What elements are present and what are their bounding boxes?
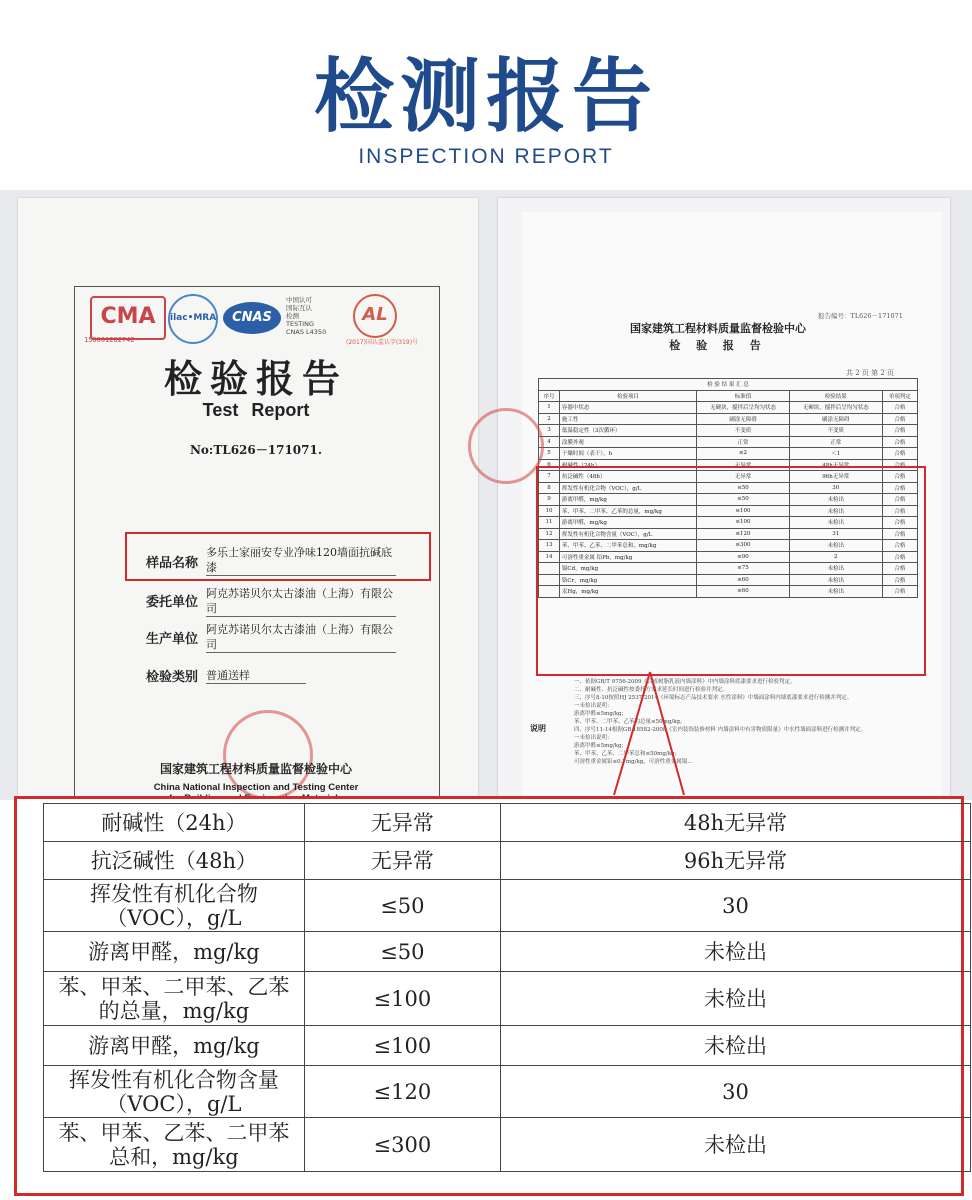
test-item-line: 挥发性有机化合物含量 xyxy=(68,1067,279,1092)
test-item-line: 游离甲醛，mg/kg xyxy=(88,1033,260,1058)
table-cell: 不变质 xyxy=(697,425,790,437)
test-item-line: （VOC），g/L xyxy=(106,1091,242,1116)
table-cell: 未检出 xyxy=(789,505,882,517)
test-item-line: 耐碱性（24h） xyxy=(101,810,247,835)
standard-value: 无异常 xyxy=(304,842,500,880)
test-item xyxy=(44,972,305,1026)
test-item-line: 的总量，mg/kg xyxy=(98,998,250,1023)
table-cell: 挥发性有机化合物含量（VOC），g/L xyxy=(559,528,696,540)
table-cell: ＜1 xyxy=(789,448,882,460)
table-cell: 抗泛碱性（48h） xyxy=(559,471,696,483)
table-header-row: 序号 检验项目 标准值 检验结果 单项判定 xyxy=(539,390,918,402)
table-caption: 检 验 结 果 汇 总 xyxy=(539,379,918,391)
field-value-producer: 阿克苏诺贝尔太古漆油（上海）有限公司 xyxy=(206,622,396,653)
table-cell: 正常 xyxy=(697,436,790,448)
standard-value: ≤300 xyxy=(304,1118,500,1172)
table-cell: 合格 xyxy=(882,574,917,586)
note-line: 三、序号8-10按照HJ 2537-2014《环境标志产品技术要求 水性涂料》中墙面涂料内墙底漆要求进行检测并判定。 xyxy=(574,695,853,701)
table-cell: 2 xyxy=(539,413,560,425)
table-cell: 合格 xyxy=(882,459,917,471)
table-cell: 合格 xyxy=(882,528,917,540)
table-cell: ≤60 xyxy=(697,574,790,586)
field-value-client: 阿克苏诺贝尔太古漆油（上海）有限公司 xyxy=(206,586,396,617)
test-item xyxy=(44,842,305,880)
table-cell: 未检出 xyxy=(789,540,882,552)
table-cell: 7 xyxy=(539,471,560,483)
cover-organization: 国家建筑工程材料质量监督检验中心 xyxy=(159,762,352,776)
table-cell: 挥发性有机化合物（VOC），g/L xyxy=(559,482,696,494)
table-cell: 合格 xyxy=(882,471,917,483)
notes-label: 说明 xyxy=(530,723,546,733)
cal-caption: (2017)国认监认字(319)号 xyxy=(346,339,419,346)
cal-logo: AL xyxy=(353,294,397,338)
table-cell: 镉Cd，mg/kg xyxy=(559,563,696,575)
table-cell: 干燥时间（表干），h xyxy=(559,448,696,460)
zoom-row xyxy=(44,842,971,880)
field-label-producer: 生产单位 xyxy=(146,632,199,647)
table-cell: ≤300 xyxy=(697,540,790,552)
table-cell: 无异常 xyxy=(697,471,790,483)
table-cell: 苯、甲苯、二甲苯、乙苯的总量，mg/kg xyxy=(559,505,696,517)
table-cell: 施工性 xyxy=(559,413,696,425)
zoom-row xyxy=(44,1026,971,1066)
results-organization: 国家建筑工程材料质量监督检验中心 xyxy=(630,322,806,335)
test-item xyxy=(44,1118,305,1172)
test-item-line: 苯、甲苯、二甲苯、乙苯 xyxy=(58,974,290,999)
zoomed-results-table xyxy=(43,803,971,1172)
test-result: 30 xyxy=(500,1066,970,1118)
table-cell: ≤60 xyxy=(697,586,790,598)
table-cell: 游离甲醛，mg/kg xyxy=(559,494,696,506)
test-item xyxy=(44,804,305,842)
note-line: 游离甲醛≤5mg/kg； xyxy=(574,743,628,749)
cover-organization-en: China National Inspection and Testing Center xyxy=(153,782,359,793)
note-line: 可溶性重金属铅≤0.7mg/kg，可溶性重金属镉… xyxy=(574,759,693,765)
note-line: 一未检出说明： xyxy=(574,703,613,709)
note-line: 四、序号11-14根据GB 18582-2008《室内装饰装修材料 内墙涂料中有害物质限量》中水性墙面涂料进行检测并判定。 xyxy=(574,727,867,733)
zoom-row xyxy=(44,972,971,1026)
table-cell: 96h无异常 xyxy=(789,471,882,483)
table-cell: 合格 xyxy=(882,413,917,425)
field-label-category: 检验类别 xyxy=(146,670,199,685)
cnas-logo: CNAS xyxy=(223,302,281,334)
table-cell: 耐碱性（24h） xyxy=(559,459,696,471)
table-cell: 合格 xyxy=(882,563,917,575)
table-cell: 合格 xyxy=(882,448,917,460)
report-number: No:TL626－171071. xyxy=(189,443,323,457)
table-cell: 涂膜外观 xyxy=(559,436,696,448)
table-cell: 无硬块，搅拌后呈均匀状态 xyxy=(789,402,882,414)
table-cell: 无异常 xyxy=(697,459,790,471)
test-result: 未检出 xyxy=(500,972,970,1026)
zoom-row xyxy=(44,1066,971,1118)
table-cell: 未检出 xyxy=(789,517,882,529)
table-cell: 1 xyxy=(539,402,560,414)
table-cell: 铬Cr，mg/kg xyxy=(559,574,696,586)
table-cell: 合格 xyxy=(882,436,917,448)
standard-value: ≤50 xyxy=(304,880,500,932)
zoom-row xyxy=(44,880,971,932)
standard-value: ≤120 xyxy=(304,1066,500,1118)
table-cell: 容器中状态 xyxy=(559,402,696,414)
table-cell: ≤100 xyxy=(697,517,790,529)
table-cell: ≤100 xyxy=(697,505,790,517)
test-item xyxy=(44,1026,305,1066)
table-cell: 10 xyxy=(539,505,560,517)
test-item-line: 总和，mg/kg xyxy=(109,1144,239,1169)
test-result: 未检出 xyxy=(500,932,970,972)
note-line: 一未检出说明： xyxy=(574,735,613,741)
ilac-mra-logo: ilac•MRA xyxy=(168,294,218,344)
test-item-line: 苯、甲苯、乙苯、二甲苯 xyxy=(58,1120,290,1145)
table-cell: 未检出 xyxy=(789,563,882,575)
table-cell: 3 xyxy=(539,425,560,437)
test-item-line: （VOC），g/L xyxy=(106,905,242,930)
standard-value: ≤100 xyxy=(304,1026,500,1066)
table-cell: 刷涂无障碍 xyxy=(789,413,882,425)
table-cell: 不变质 xyxy=(789,425,882,437)
zoom-row xyxy=(44,804,971,842)
test-item-line: 挥发性有机化合物 xyxy=(89,881,258,906)
test-result: 30 xyxy=(500,880,970,932)
table-cell: 正常 xyxy=(789,436,882,448)
table-cell: 合格 xyxy=(882,425,917,437)
table-cell: 苯、甲苯、乙苯、二甲苯总和，mg/kg xyxy=(559,540,696,552)
table-cell: 合格 xyxy=(882,482,917,494)
table-cell: 无硬块，搅拌后呈均匀状态 xyxy=(697,402,790,414)
cover-title: 检验报告 xyxy=(163,356,348,401)
table-cell: 9 xyxy=(539,494,560,506)
table-cell: 30 xyxy=(789,482,882,494)
field-label-sample: 样品名称 xyxy=(146,556,199,571)
table-cell: 2 xyxy=(789,551,882,563)
table-cell: ≤120 xyxy=(697,528,790,540)
table-cell: ≤50 xyxy=(697,482,790,494)
table-cell: 低温稳定性（3次循环） xyxy=(559,425,696,437)
table-cell: 31 xyxy=(789,528,882,540)
table-cell: ≤75 xyxy=(697,563,790,575)
table-cell: 13 xyxy=(539,540,560,552)
test-item xyxy=(44,880,305,932)
table-cell: 6 xyxy=(539,459,560,471)
table-cell: ≤2 xyxy=(697,448,790,460)
standard-value: ≤100 xyxy=(304,972,500,1026)
table-cell: 合格 xyxy=(882,494,917,506)
zoom-row xyxy=(44,1118,971,1172)
standard-value: 无异常 xyxy=(304,804,500,842)
test-item xyxy=(44,932,305,972)
note-line: 游离甲醛≤5mg/kg； xyxy=(574,711,628,717)
results-title: 检 验 报 告 xyxy=(669,339,767,352)
table-cell: 可溶性重金属 铅Pb，mg/kg xyxy=(559,551,696,563)
table-cell: 12 xyxy=(539,528,560,540)
table-cell: 14 xyxy=(539,551,560,563)
table-cell: 5 xyxy=(539,448,560,460)
table-cell: 汞Hg，mg/kg xyxy=(559,586,696,598)
table-cell: 11 xyxy=(539,517,560,529)
table-cell: 未检出 xyxy=(789,586,882,598)
table-cell: 48h无异常 xyxy=(789,459,882,471)
table-cell: 合格 xyxy=(882,402,917,414)
table-cell: 合格 xyxy=(882,586,917,598)
table-cell: 合格 xyxy=(882,551,917,563)
test-result: 未检出 xyxy=(500,1118,970,1172)
zoomed-results-panel xyxy=(14,796,964,1196)
test-item-line: 游离甲醛，mg/kg xyxy=(88,939,260,964)
table-cell: 8 xyxy=(539,482,560,494)
note-line: 苯、甲苯、乙苯、二甲苯总和≤50mg/kg； xyxy=(574,751,681,757)
standard-value: ≤50 xyxy=(304,932,500,972)
cma-number: 150001282742 xyxy=(84,336,135,344)
table-cell: ≤90 xyxy=(697,551,790,563)
table-cell: ≤50 xyxy=(697,494,790,506)
table-cell: 4 xyxy=(539,436,560,448)
page-subtitle: INSPECTION REPORT xyxy=(358,145,614,168)
table-cell: 未检出 xyxy=(789,494,882,506)
table-cell: 合格 xyxy=(882,517,917,529)
table-cell: 合格 xyxy=(882,505,917,517)
page-indicator: 共 2 页 第 2 页 xyxy=(846,369,895,377)
table-cell: 刷涂无障碍 xyxy=(697,413,790,425)
page-title: 检测报告 xyxy=(314,50,658,143)
cover-title-en: Test Report xyxy=(202,400,310,420)
field-value-category: 普通送样 xyxy=(206,668,306,684)
test-result: 96h无异常 xyxy=(500,842,970,880)
note-line: 二、耐碱性、抗泛碱性按委托方要求延长时间进行检验并判定。 xyxy=(574,687,729,693)
note-line: 苯、甲苯、二甲苯、乙苯的总量≤50mg/kg。 xyxy=(574,719,686,725)
test-item-line: 抗泛碱性（48h） xyxy=(90,848,257,873)
test-result: 未检出 xyxy=(500,1026,970,1066)
note-line: 一、依据GB/T 9756-2009《合成树脂乳液内墙涂料》中内墙涂料底漆要求进行检验判定。 xyxy=(574,679,796,685)
zoom-row xyxy=(44,932,971,972)
cma-logo: CMA xyxy=(90,296,166,340)
test-result: 48h无异常 xyxy=(500,804,970,842)
test-item xyxy=(44,1066,305,1118)
report-serial: 报告编号：TL626－171071 xyxy=(818,312,903,320)
table-cell: 游离甲醛，mg/kg xyxy=(559,517,696,529)
cnas-accreditation-text: 中国认可 国际互认 检测 TESTING CNAS L4350 xyxy=(286,296,327,336)
field-value-sample: 多乐士家丽安专业净味120墙面抗碱底漆 xyxy=(206,545,396,576)
table-cell: 合格 xyxy=(882,540,917,552)
table-cell: 未检出 xyxy=(789,574,882,586)
field-label-client: 委托单位 xyxy=(146,595,199,610)
